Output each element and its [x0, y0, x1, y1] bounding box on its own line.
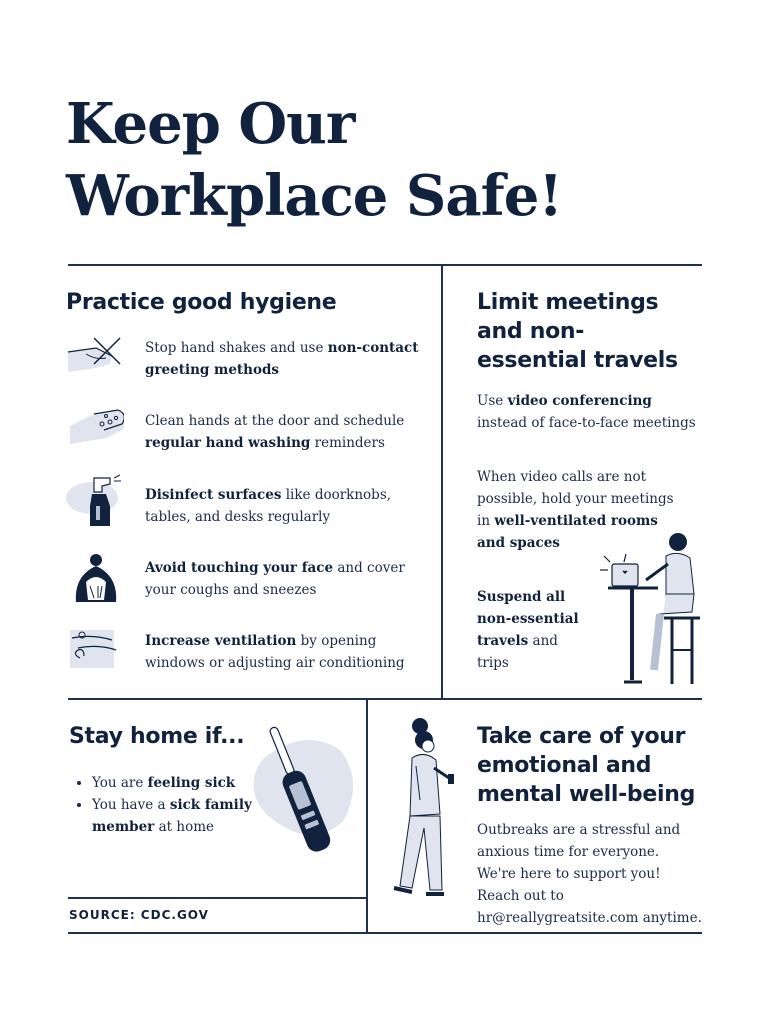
wellbeing-body: Outbreaks are a stressful and anxious time for everyone. We're here to support you! Reach out to hr@reallygreatsite.com anytime. — [477, 822, 702, 926]
divider-top — [68, 264, 702, 266]
stay-home-bullet-1: • You are feeling sick — [92, 772, 262, 794]
meetings-paragraph-3: Suspend all non-essential travels and trips — [477, 589, 579, 671]
thermometer-icon — [240, 720, 360, 860]
hygiene-item-1: Stop hand shakes and use non-contact greeting methods — [145, 340, 419, 378]
spray-bottle-icon — [64, 472, 124, 530]
hygiene-item-2: Clean hands at the door and schedule regular hand washing reminders — [145, 413, 405, 451]
person-phone-illustration — [390, 716, 466, 902]
divider-vertical-upper — [441, 264, 443, 698]
stay-home-bullet-2: • You have a sick family member at home — [92, 794, 262, 838]
hygiene-item-3: Disinfect surfaces like doorknobs, tables, and desks regularly — [145, 487, 392, 525]
hygiene-item-5: Increase ventilation by opening windows or adjusting air conditioning — [145, 633, 405, 671]
meetings-heading: Limit meetings and non-essential travels — [477, 290, 678, 373]
divider-source — [68, 897, 366, 899]
hand-washing-icon — [66, 404, 124, 452]
face-touch-icon — [68, 552, 124, 604]
person-laptop-illustration — [596, 530, 706, 688]
page-title — [66, 88, 686, 232]
stay-home-list — [70, 772, 262, 838]
source-label: SOURCE: CDC.GOV — [69, 908, 209, 922]
divider-middle — [68, 698, 702, 700]
hygiene-heading: Practice good hygiene — [66, 290, 337, 315]
stay-home-heading: Stay home if... — [69, 724, 245, 749]
hygiene-item-4: Avoid touching your face and cover your coughs and sneezes — [145, 560, 405, 598]
divider-bottom — [68, 932, 702, 934]
divider-vertical-lower — [366, 698, 368, 933]
title-line-1: Keep Our — [66, 91, 355, 157]
meetings-paragraph-1: Use video conferencing instead of face-to-face meetings — [477, 393, 696, 431]
wind-icon — [68, 626, 126, 674]
title-line-2: Workplace Safe! — [66, 163, 562, 229]
no-handshake-icon — [66, 334, 124, 382]
wellbeing-heading: Take care of your emotional and mental well-being — [477, 724, 696, 807]
meetings-paragraph-2: When video calls are not possible, hold your meetings in well-ventilated rooms and spaces — [477, 469, 674, 551]
